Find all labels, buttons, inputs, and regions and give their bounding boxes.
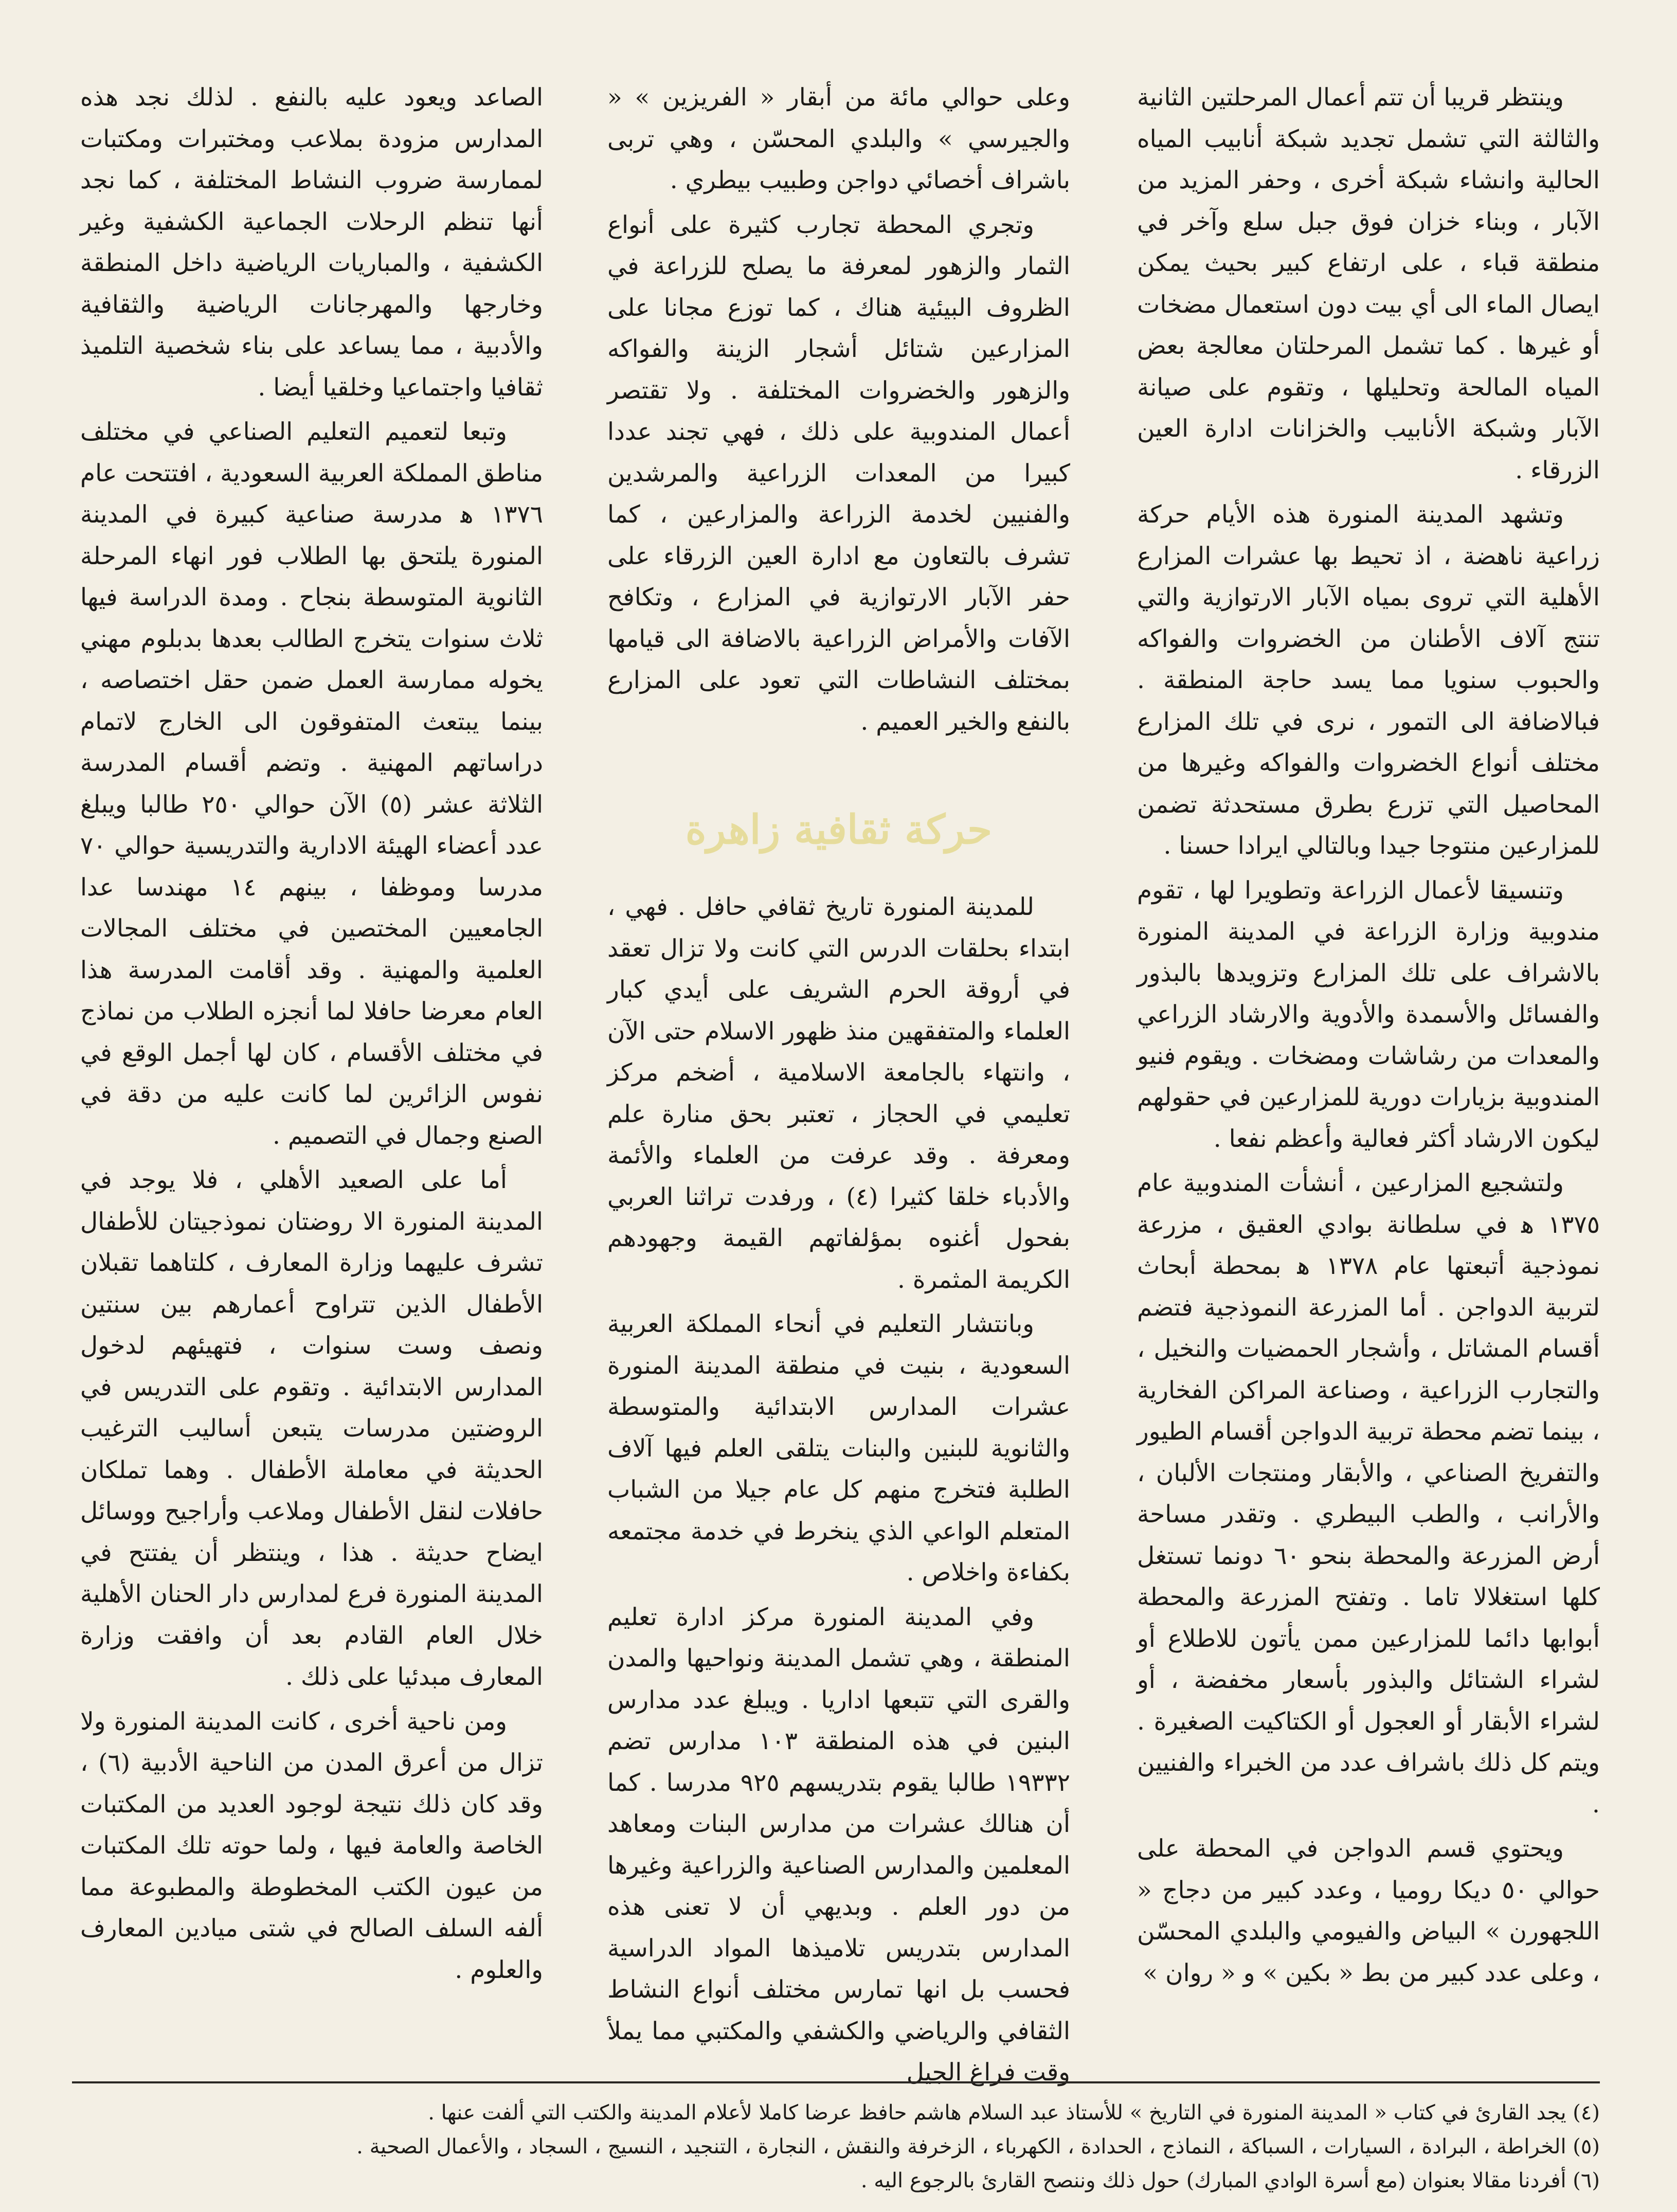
paragraph: وتنسيقا لأعمال الزراعة وتطويرا لها ، تقوم مندوبية وزارة الزراعة في المدينة المنورة بالاشراف على تلك المزارع وتزويدها بالبذور والفسائل والأسمدة والأدوية والارشاد الزراعي والمعدات من رشاشات ومضخات . ويقوم فنيو المندوبية بزيارات دورية للمزارعين في حقولهم ليكون الارشاد أكثر فعالية وأعظم نفعا . <box>1137 876 1600 1153</box>
footnote: (٥) الخراطة ، البرادة ، السيارات ، السباكة ، النماذج ، الحدادة ، الكهرباء ، الزخرفة والنقش ، النجارة ، التنجيد ، النسيج ، السجاد ، والأعمال الصحية . <box>356 2135 1600 2159</box>
paragraph: ويحتوي قسم الدواجن في المحطة على حوالي ٥٠ ديكا روميا ، وعدد كبير من دجاج « اللجهورن » البياض والفيومي والبلدي المحسّن ، وعلى عدد كبير من بط « بكين » و « روان » <box>1137 1835 1600 1987</box>
paragraph: وتبعا لتعميم التعليم الصناعي في مختلف مناطق المملكة العربية السعودية ، افتتحت عام ١٣٧٦ ﻫ مدرسة صناعية كبيرة في المدينة المنورة يلتحق بها الطلاب فور انهاء المرحلة الثانوية المتوسطة بنجاح . ومدة الدراسة فيها ثلاث سنوات يتخرج الطالب بعدها بدبلوم مهني يخوله ممارسة العمل ضمن حقل اختصاصه ، بينما يبتعث المتفوقون الى الخارج لاتمام دراساتهم المهنية . وتضم أقسام المدرسة الثلاثة عشر (٥) الآن حوالي ٢٥٠ طالبا ويبلغ عدد أعضاء الهيئة الادارية والتدريسية حوالي ٧٠ مدرسا وموظفا ، بينهم ١٤ مهندسا عدا الجامعيين المختصين في مختلف المجالات العلمية والمهنية . وقد أقامت المدرسة هذا العام معرضا حافلا لما أنجزه الطلاب من نماذج في مختلف الأقسام ، كان لها أجمل الوقع في نفوس الزائرين لما كانت عليه من دقة في الصنع وجمال في التصميم . <box>80 418 544 1150</box>
paragraph: ولتشجيع المزارعين ، أنشأت المندوبية عام ١٣٧٥ ﻫ في سلطانة بوادي العقيق ، مزرعة نموذجية أتبعتها عام ١٣٧٨ ﻫ بمحطة أبحاث لتربية الدواجن . أما المزرعة النموذجية فتضم أقسام المشاتل ، وأشجار الحمضيات والنخيل ، والتجارب الزراعية ، وصناعة المراكن الفخارية ، بينما تضم محطة تربية الدواجن أقسام الطيور والتفريخ الصناعي ، والأبقار ومنتجات الألبان ، والأرانب ، والطب البيطري . وتقدر مساحة أرض المزرعة والمحطة بنحو ٦٠ دونما تستغل كلها استغلالا تاما . وتفتح المزرعة والمحطة أبوابها دائما للمزارعين ممن يأتون للاطلاع أو لشراء الشتائل والبذور بأسعار مخفضة ، أو لشراء الأبقار أو العجول أو الكتاكيت الصغيرة . ويتم كل ذلك باشراف عدد من الخبراء والفنيين . <box>1137 1169 1600 1819</box>
paragraph: ومن ناحية أخرى ، كانت المدينة المنورة ولا تزال من أعرق المدن من الناحية الأدبية (٦) ، وقد كان ذلك نتيجة لوجود العديد من المكتبات الخاصة والعامة فيها ، ولما حوته تلك المكتبات من عيون الكتب المخطوطة والمطبوعة مما ألفه السلف الصالح في شتى ميادين المعارف والعلوم . <box>80 1707 543 1984</box>
paragraph: وينتظر قريبا أن تتم أعمال المرحلتين الثانية والثالثة التي تشمل تجديد شبكة أنابيب المياه الحالية وانشاء شبكة أخرى ، وحفر المزيد من الآبار ، وبناء خزان فوق جبل سلع وآخر في منطقة قباء ، على ارتفاع كبير بحيث يمكن ايصال الماء الى أي بيت دون استعمال مضخات أو غيرها . كما تشمل المرحلتان معالجة بعض المياه المالحة وتحليلها ، وتقوم على صيانة الآبار وشبكة الأنابيب والخزانات ادارة العين الزرقاء . <box>1137 83 1600 484</box>
paragraph: وعلى حوالي مائة من أبقار « الفريزين » « والجيرسي » والبلدي المحسّن ، وهي تربى باشراف أخصائي دواجن وطبيب بيطري . <box>607 83 1070 194</box>
paragraph: وفي المدينة المنورة مركز ادارة تعليم المنطقة ، وهي تشمل المدينة ونواحيها والمدن والقرى التي تتبعها اداريا . ويبلغ عدد مدارس البنين في هذه المنطقة ١٠٣ مدارس تضم ١٩٣٣٢ طالبا يقوم بتدريسهم ٩٢٥ مدرسا . كما أن هنالك عشرات من مدارس البنات ومعاهد المعلمين والمدارس الصناعية والزراعية وغيرها من دور العلم . وبديهي أن لا تعنى هذه المدارس بتدريس تلاميذها المواد الدراسية فحسب بل انها تمارس مختلف أنواع النشاط الثقافي والرياضي والكشفي والمكتبي مما يملأ وقت فراغ الجيل <box>607 1603 1070 2087</box>
column-left <box>80 77 543 1994</box>
section-heading: حركة ثقافية زاهرة <box>685 806 993 853</box>
footnotes <box>77 2096 1600 2198</box>
footnote: (٦) أفردنا مقالا بعنوان (مع أسرة الوادي المبارك) حول ذلك وننصح القارئ بالرجوع اليه . <box>860 2169 1600 2192</box>
footnote-divider <box>72 2081 1600 2083</box>
paragraph: الصاعد ويعود عليه بالنفع . لذلك نجد هذه المدارس مزودة بملاعب ومختبرات ومكتبات لممارسة ضروب النشاط المختلفة ، كما نجد أنها تنظم الرحلات الجماعية الكشفية وغير الكشفية ، والمباريات الرياضية داخل المنطقة وخارجها والمهرجانات الرياضية والثقافية والأدبية ، مما يساعد على بناء شخصية التلميذ ثقافيا واجتماعيا وخلقيا أيضا . <box>80 83 543 402</box>
paragraph: للمدينة المنورة تاريخ ثقافي حافل . فهي ، ابتداء بحلقات الدرس التي كانت ولا تزال تعقد في أروقة الحرم الشريف على أيدي كبار العلماء والمتفقهين منذ ظهور الاسلام حتى الآن ، وانتهاء بالجامعة الاسلامية ، أضخم مركز تعليمي في الحجاز ، تعتبر بحق منارة علم ومعرفة . وقد عرفت من العلماء والأئمة والأدباء خلقا كثيرا (٤) ، ورفدت تراثنا العربي بفحول أغنوه بمؤلفاتهم القيمة وجهودهم الكريمة المثمرة . <box>607 893 1070 1294</box>
column-right <box>1137 77 1600 1997</box>
footnote: (٤) يجد القارئ في كتاب « المدينة المنورة في التاريخ » للأستاذ عبد السلام هاشم حافظ عرضا كاملا لأعلام المدينة والكتب التي ألفت عنها . <box>428 2101 1600 2125</box>
paragraph: وتشهد المدينة المنورة هذه الأيام حركة زراعية ناهضة ، اذ تحيط بها عشرات المزارع الأهلية التي تروى بمياه الآبار الارتوازية والتي تنتج آلاف الأطنان من الخضروات والفواكه والحبوب سنويا مما يسد حاجة المنطقة . فبالاضافة الى التمور ، نرى في تلك المزارع مختلف أنواع الخضروات والفواكه وغيرها من المحاصيل التي تزرع بطرق مستحدثة تضمن للمزارعين منتوجا جيدا وبالتالي ايرادا حسنا . <box>1137 500 1600 860</box>
paragraph: وتجري المحطة تجارب كثيرة على أنواع الثمار والزهور لمعرفة ما يصلح للزراعة في الظروف البيئية هناك ، كما توزع مجانا على المزارعين شتائل أشجار الزينة والفواكه والزهور والخضروات المختلفة . ولا تقتصر أعمال المندوبية على ذلك ، فهي تجند عددا كبيرا من المعدات الزراعية والمرشدين والفنيين لخدمة الزراعة والمزارعين ، كما تشرف بالتعاون مع ادارة العين الزرقاء على حفر الآبار الارتوازية في المزارع ، وتكافح الآفات والأمراض الزراعية بالاضافة الى قيامها بمختلف النشاطات التي تعود على المزارع بالنفع والخير العميم . <box>607 210 1070 736</box>
column-middle <box>607 77 1070 2097</box>
paragraph: وبانتشار التعليم في أنحاء المملكة العربية السعودية ، بنيت في منطقة المدينة المنورة عشرات المدارس الابتدائية والمتوسطة والثانوية للبنين والبنات يتلقى العلم فيها آلاف الطلبة فتخرج منهم كل عام جيلا من الشباب المتعلم الواعي الذي ينخرط في خدمة مجتمعه بكفاءة واخلاص . <box>607 1310 1070 1587</box>
paragraph: أما على الصعيد الأهلي ، فلا يوجد في المدينة المنورة الا روضتان نموذجيتان للأطفال تشرف عليهما وزارة المعارف ، كلتاهما تقبلان الأطفال الذين تتراوح أعمارهم بين سنتين ونصف وست سنوات ، فتهيئهم لدخول المدارس الابتدائية . وتقوم على التدريس في الروضتين مدرسات يتبعن أساليب الترغيب الحديثة في معاملة الأطفال . وهما تملكان حافلات لنقل الأطفال وملاعب وأراجيح ووسائل ايضاح حديثة . هذا ، وينتظر أن يفتتح في المدينة المنورة فرع لمدارس دار الحنان الأهلية خلال العام القادم بعد أن وافقت وزارة المعارف مبدئيا على ذلك . <box>80 1166 543 1691</box>
